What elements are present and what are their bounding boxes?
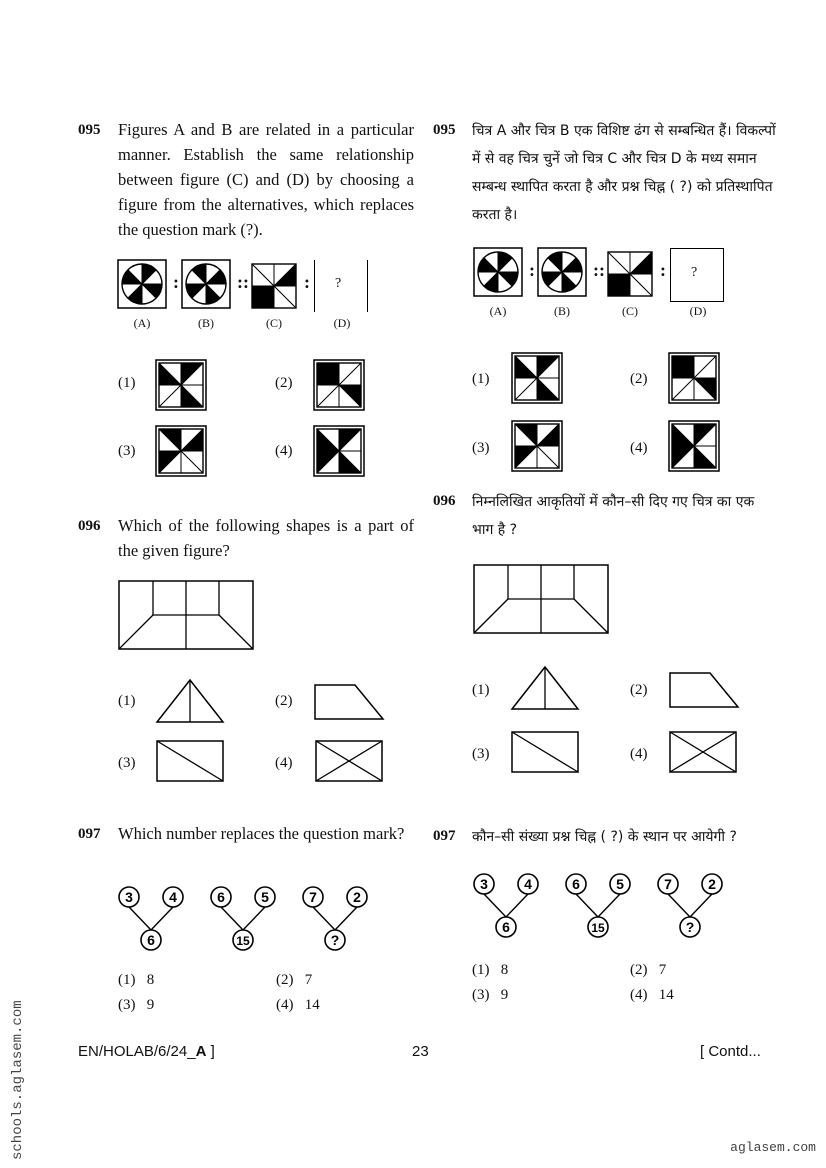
circle-number: 5 <box>616 876 624 892</box>
given-figure-trapezoid <box>119 581 253 649</box>
paper-code-prefix: EN/HOLAB/6/24_ <box>78 1043 196 1060</box>
bottom-number-circle <box>496 917 516 937</box>
top-number-circle <box>347 887 367 907</box>
question-text-095-en: Figures A and B are related in a particular manner. Establish the same relationship between figure (C) and (D) by choosing a figure from the alternatives, which replaces the question mark (?). <box>118 120 414 239</box>
option-label-2[interactable]: (2) <box>275 693 293 709</box>
given-figure-trapezoid <box>474 565 608 633</box>
question-number-095-hi: 095 <box>433 122 456 138</box>
option-value: 9 <box>500 987 509 1003</box>
option-label-2[interactable]: (2) <box>275 375 293 391</box>
circle-number: 6 <box>502 919 510 935</box>
connector-line <box>221 907 243 930</box>
circle-number: 15 <box>591 921 605 935</box>
option-label-3[interactable]: (3) <box>118 755 136 771</box>
paper-code-suffix: ] <box>206 1043 215 1060</box>
circle-number: ? <box>685 919 695 935</box>
bottom-watermark: aglasem.com <box>730 1140 816 1155</box>
separator-colon: : <box>529 260 535 280</box>
top-number-circle <box>303 887 323 907</box>
option-value: 14 <box>304 997 320 1013</box>
circle-number: 7 <box>664 876 672 892</box>
top-number-circle <box>518 874 538 894</box>
figure-a-circle <box>474 248 528 302</box>
circle-number: 4 <box>169 889 177 905</box>
circle-number: 3 <box>480 876 488 892</box>
option-value: 8 <box>146 972 155 988</box>
separator-colon: : <box>660 260 666 280</box>
figure-label-d: (D) <box>333 316 351 330</box>
separator-double-colon: :: <box>237 272 249 292</box>
circle-number: 15 <box>236 934 250 948</box>
figure-b-circle <box>182 260 236 314</box>
top-number-circle <box>610 874 630 894</box>
question-number-097-hi: 097 <box>433 828 456 844</box>
option-value: 14 <box>658 987 674 1003</box>
bottom-number-circle <box>588 917 608 937</box>
option-1-number[interactable] <box>472 962 508 979</box>
connector-line <box>129 907 151 930</box>
option-label: (4) <box>630 987 648 1003</box>
option-3-number[interactable] <box>118 997 154 1014</box>
figure-label-d: (D) <box>689 304 707 318</box>
figure-label-a: (A) <box>489 304 507 318</box>
option-label-2[interactable]: (2) <box>630 371 648 387</box>
circle-number: 6 <box>147 932 155 948</box>
option-shape-rectangle-diagonal[interactable] <box>512 732 578 772</box>
option-figure-4[interactable] <box>314 426 364 476</box>
option-figure-4[interactable] <box>669 421 719 471</box>
option-label-1[interactable]: (1) <box>118 375 136 391</box>
bottom-number-circle <box>680 917 700 937</box>
top-number-circle <box>119 887 139 907</box>
top-number-circle <box>255 887 275 907</box>
option-label-4[interactable]: (4) <box>275 443 293 459</box>
circle-number: 6 <box>217 889 225 905</box>
option-figure-2[interactable] <box>669 353 719 403</box>
connector-line <box>335 907 357 930</box>
option-label: (2) <box>276 972 294 988</box>
question-number-096-hi: 096 <box>433 493 456 509</box>
question-figures-095-en <box>116 258 376 318</box>
figure-d-placeholder <box>314 260 368 312</box>
circle-number: 6 <box>572 876 580 892</box>
circle-number: 3 <box>125 889 133 905</box>
connector-line <box>668 894 690 917</box>
circle-number: ? <box>330 932 340 948</box>
figure-c-square <box>608 252 662 306</box>
option-label-3[interactable]: (3) <box>472 440 490 456</box>
connector-line <box>690 894 712 917</box>
paper-set: A <box>195 1043 207 1060</box>
option-label-2[interactable]: (2) <box>630 682 648 698</box>
page-number: 23 <box>412 1043 429 1060</box>
option-label: (4) <box>276 997 294 1013</box>
connector-line <box>243 907 265 930</box>
option-shape-triangle[interactable] <box>512 667 578 709</box>
question-mark: ? <box>335 276 342 291</box>
figure-label-c: (C) <box>266 316 282 330</box>
option-figure-1[interactable] <box>512 353 562 403</box>
figure-label-b: (B) <box>554 304 570 318</box>
option-label-1[interactable]: (1) <box>472 682 490 698</box>
option-label: (1) <box>118 972 136 988</box>
option-label-4[interactable]: (4) <box>275 755 293 771</box>
figure-c-square <box>252 264 306 318</box>
option-4-number[interactable] <box>630 987 674 1004</box>
top-number-circle <box>211 887 231 907</box>
question-text-096-en: Which of the following shapes is a part of the given figure? <box>118 516 414 560</box>
figure-a-circle <box>118 260 172 314</box>
top-number-circle <box>702 874 722 894</box>
option-label: (2) <box>630 962 648 978</box>
top-number-circle <box>474 874 494 894</box>
bottom-number-circle <box>141 930 161 950</box>
option-label-1[interactable]: (1) <box>472 371 490 387</box>
bottom-number-circle <box>325 930 345 950</box>
option-figure-3[interactable] <box>156 426 206 476</box>
option-label: (3) <box>472 987 490 1003</box>
question-number-096-en: 096 <box>78 518 101 534</box>
question-mark: ? <box>691 265 698 280</box>
side-watermark: schools.aglasem.com <box>10 1000 26 1160</box>
bottom-number-circle <box>233 930 253 950</box>
number-figure-hi <box>470 872 730 942</box>
option-label-3[interactable]: (3) <box>118 443 136 459</box>
option-1-number[interactable] <box>118 972 154 989</box>
question-text-096-hi: निम्नलिखित आकृतियों में कौन–सी दिए गए चित्र का एक भाग है ? <box>472 494 755 538</box>
option-figure-3[interactable] <box>512 421 562 471</box>
paper-code <box>78 1043 215 1060</box>
figure-b-circle <box>538 248 592 302</box>
question-figures-095-hi <box>472 246 732 306</box>
option-2-number[interactable] <box>276 972 312 989</box>
figure-label-b: (B) <box>198 316 214 330</box>
option-label: (1) <box>472 962 490 978</box>
option-value: 9 <box>146 997 155 1013</box>
figure-label-c: (C) <box>622 304 638 318</box>
circle-number: 7 <box>309 889 317 905</box>
circle-number: 2 <box>353 889 361 905</box>
option-value: 7 <box>658 962 667 978</box>
separator-colon: : <box>304 272 310 292</box>
option-figure-1[interactable] <box>156 360 206 410</box>
contd-label: [ Contd... <box>700 1043 761 1060</box>
connector-line <box>313 907 335 930</box>
option-label-1[interactable]: (1) <box>118 693 136 709</box>
top-number-circle <box>658 874 678 894</box>
option-shape-rectangle-diagonal[interactable] <box>157 741 223 781</box>
option-4-number[interactable] <box>276 997 320 1014</box>
top-number-circle <box>163 887 183 907</box>
option-figure-2[interactable] <box>314 360 364 410</box>
option-label-4[interactable]: (4) <box>630 440 648 456</box>
option-label: (3) <box>118 997 136 1013</box>
separator-colon: : <box>173 272 179 292</box>
option-value: 8 <box>500 962 509 978</box>
option-3-number[interactable] <box>472 987 508 1004</box>
number-figure-en <box>115 885 375 955</box>
option-shape-trapezoid[interactable] <box>670 673 738 707</box>
option-shape-rectangle-cross[interactable] <box>316 741 382 781</box>
option-label-3[interactable]: (3) <box>472 746 490 762</box>
separator-double-colon: :: <box>593 260 605 280</box>
question-text-095-hi: चित्र A और चित्र B एक विशिष्ट ढंग से सम्बन्धित हैं। विकल्पों में से वह चित्र चुनें जो चित्र C और चित्र D के मध्य समान सम्बन्ध स्थापित करता है और प्रश्न चिह्न ( ?) को प्रतिस्थापित करता है। <box>472 123 776 223</box>
question-text-097-en: Which number replaces the question mark? <box>118 824 405 843</box>
connector-line <box>576 894 598 917</box>
connector-line <box>151 907 173 930</box>
circle-number: 2 <box>708 876 716 892</box>
top-number-circle <box>566 874 586 894</box>
figure-label-a: (A) <box>133 316 151 330</box>
option-shape-trapezoid[interactable] <box>315 685 383 719</box>
option-label-4[interactable]: (4) <box>630 746 648 762</box>
connector-line <box>506 894 528 917</box>
connector-line <box>598 894 620 917</box>
circle-number: 5 <box>261 889 269 905</box>
connector-line <box>484 894 506 917</box>
option-value: 7 <box>304 972 313 988</box>
option-2-number[interactable] <box>630 962 666 979</box>
figure-d-placeholder <box>670 248 724 302</box>
question-text-097-hi: कौन–सी संख्या प्रश्न चिह्न ( ?) के स्थान पर आयेगी ? <box>472 829 737 845</box>
question-number-095-en: 095 <box>78 122 101 138</box>
circle-number: 4 <box>524 876 532 892</box>
question-number-097-en: 097 <box>78 826 101 842</box>
option-shape-triangle[interactable] <box>157 680 223 722</box>
option-shape-rectangle-cross[interactable] <box>670 732 736 772</box>
